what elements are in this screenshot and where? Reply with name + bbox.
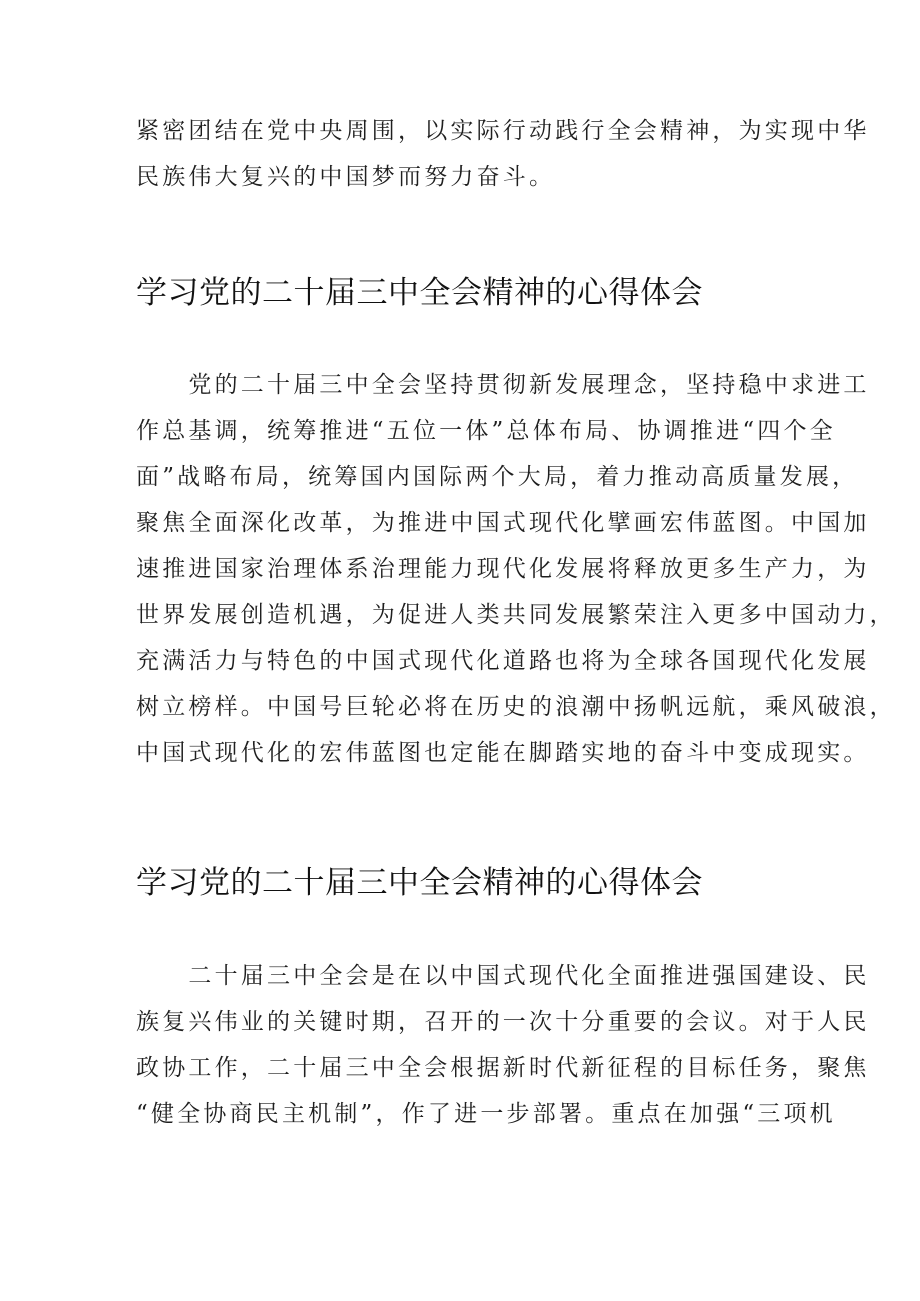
section-heading: 学习党的二十届三中全会精神的心得体会 [136,275,703,311]
section-2-paragraph [136,953,870,1137]
paragraph-line: 党的二十届三中全会坚持贯彻新发展理念，坚持稳中求进工 [136,372,870,398]
section-heading: 学习党的二十届三中全会精神的心得体会 [136,865,703,901]
paragraph-line: 面”战略布局，统筹国内国际两个大局，着力推动高质量发展， [136,464,859,490]
paragraph-line: 世界发展创造机遇，为促进人类共同发展繁荣注入更多中国动力， [136,602,896,628]
paragraph-line: 聚焦全面深化改革，为推进中国式现代化擘画宏伟蓝图。中国加 [136,510,870,536]
paragraph-line: “健全协商民主机制”，作了进一步部署。重点在加强“三项机 [136,1101,836,1127]
paragraph-line: 二十届三中全会是在以中国式现代化全面推进强国建设、民 [136,963,870,989]
paragraph-line: 族复兴伟业的关键时期，召开的一次十分重要的会议。对于人民 [136,1009,870,1035]
paragraph-line: 作总基调，统筹推进“五位一体”总体布局、协调推进“四个全 [136,418,836,444]
paragraph-line: 政协工作，二十届三中全会根据新时代新征程的目标任务，聚焦 [136,1055,870,1081]
paragraph-line: 民族伟大复兴的中国梦而努力奋斗。 [136,164,556,190]
paragraph-line: 中国式现代化的宏伟蓝图也定能在脚踏实地的奋斗中变成现实。 [136,740,870,766]
paragraph-line: 速推进国家治理体系治理能力现代化发展将释放更多生产力，为 [136,556,870,582]
intro-paragraph [136,108,870,200]
paragraph-line: 紧密团结在党中央周围，以实际行动践行全会精神，为实现中华 [136,118,870,144]
paragraph-line: 充满活力与特色的中国式现代化道路也将为全球各国现代化发展 [136,648,870,674]
section-1-paragraph [136,362,896,776]
paragraph-line: 树立榜样。中国号巨轮必将在历史的浪潮中扬帆远航，乘风破浪， [136,694,896,720]
